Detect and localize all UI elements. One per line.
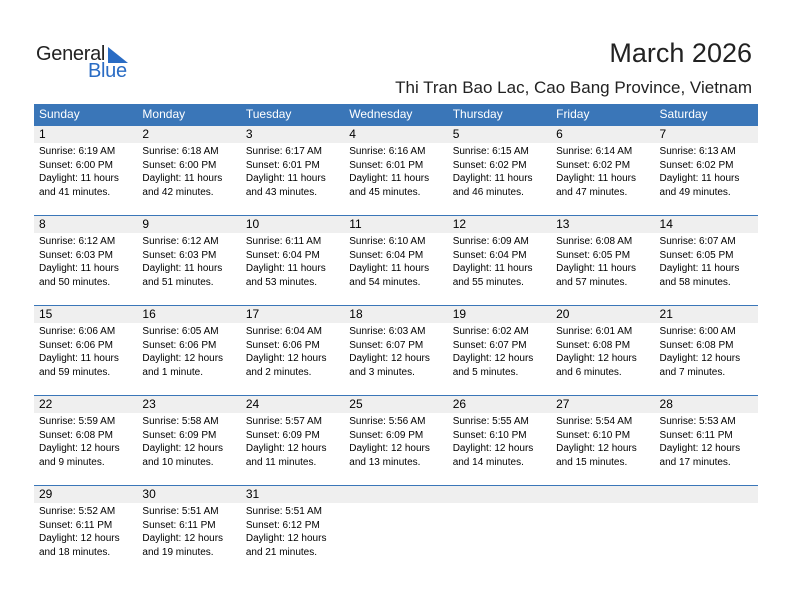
- day-details-row: [34, 413, 758, 469]
- weekday-label: Tuesday: [245, 107, 292, 121]
- daylight-text: and 43 minutes.: [245, 186, 318, 198]
- day-cell: [655, 233, 758, 289]
- day-cell: [344, 503, 447, 559]
- daylight-text: Daylight: 12 hours: [39, 533, 120, 545]
- sunset-text: Sunset: 6:08 PM: [556, 339, 631, 351]
- weekday-header: [34, 104, 758, 125]
- day-number: 14: [659, 217, 673, 231]
- day-number: 11: [349, 217, 362, 231]
- day-cell: [448, 323, 551, 379]
- day-number: [344, 486, 447, 503]
- day-cell: [448, 233, 551, 289]
- week-row: [34, 125, 758, 215]
- day-cell: [655, 323, 758, 379]
- daylight-text: and 46 minutes.: [452, 186, 524, 198]
- sunrise-text: Sunrise: 6:00 AM: [659, 326, 736, 337]
- sunrise-text: Sunrise: 5:54 AM: [556, 416, 633, 427]
- logo-blue-text: Blue: [88, 60, 127, 82]
- day-number: [551, 486, 654, 503]
- day-number: 25: [349, 397, 363, 411]
- sunrise-text: Sunrise: 5:51 AM: [142, 506, 219, 517]
- day-number: 30: [142, 487, 156, 501]
- week-row: [34, 395, 758, 485]
- day-cell: [551, 413, 654, 469]
- day-cell: [137, 503, 240, 559]
- daylight-text: Daylight: 11 hours: [349, 173, 430, 185]
- day-cell: [241, 503, 344, 559]
- day-cell: [34, 143, 137, 199]
- day-number-row: [34, 396, 758, 413]
- sunrise-text: Sunrise: 5:52 AM: [39, 506, 116, 517]
- daylight-text: and 10 minutes.: [142, 456, 214, 468]
- sunrise-text: Sunrise: 6:12 AM: [142, 236, 219, 247]
- daylight-text: Daylight: 11 hours: [659, 173, 740, 185]
- sunrise-text: Sunrise: 6:07 AM: [659, 236, 736, 247]
- sunrise-text: Sunrise: 6:10 AM: [349, 236, 426, 247]
- daylight-text: Daylight: 12 hours: [556, 353, 637, 365]
- week-row: [34, 305, 758, 395]
- day-cell: [655, 143, 758, 199]
- daylight-text: and 41 minutes.: [39, 186, 111, 198]
- day-number: 27: [556, 397, 570, 411]
- sunrise-text: Sunrise: 6:06 AM: [39, 326, 116, 337]
- sunrise-text: Sunrise: 5:56 AM: [349, 416, 426, 427]
- day-number: 6: [556, 127, 563, 141]
- logo: [36, 41, 136, 81]
- daylight-text: Daylight: 12 hours: [245, 533, 327, 545]
- sunset-text: Sunset: 6:04 PM: [452, 249, 527, 261]
- daylight-text: and 19 minutes.: [142, 546, 214, 558]
- day-number: [655, 486, 758, 503]
- day-cell: [34, 503, 137, 559]
- daylight-text: and 45 minutes.: [349, 186, 421, 198]
- sunset-text: Sunset: 6:07 PM: [349, 339, 424, 351]
- sunset-text: Sunset: 6:02 PM: [659, 159, 734, 171]
- daylight-text: Daylight: 12 hours: [659, 353, 741, 365]
- daylight-text: and 59 minutes.: [39, 366, 111, 378]
- day-number: 16: [142, 307, 156, 321]
- day-number: 4: [349, 127, 356, 141]
- day-cell: [344, 413, 447, 469]
- daylight-text: Daylight: 12 hours: [245, 353, 327, 365]
- sunrise-text: Sunrise: 6:02 AM: [452, 326, 529, 337]
- sunset-text: Sunset: 6:10 PM: [556, 429, 631, 441]
- day-number: 31: [245, 487, 260, 501]
- daylight-text: Daylight: 12 hours: [349, 443, 430, 455]
- day-number-row: [34, 486, 758, 503]
- sunset-text: Sunset: 6:04 PM: [349, 249, 424, 261]
- daylight-text: and 55 minutes.: [452, 276, 524, 288]
- day-number: 1: [39, 127, 46, 141]
- daylight-text: Daylight: 12 hours: [142, 443, 224, 455]
- sunset-text: Sunset: 6:01 PM: [245, 159, 320, 171]
- day-number: 17: [245, 307, 260, 321]
- day-cell: [551, 143, 654, 199]
- daylight-text: and 9 minutes.: [39, 456, 105, 468]
- day-cell: [241, 143, 344, 199]
- daylight-text: and 17 minutes.: [659, 456, 731, 468]
- day-cell: [655, 503, 758, 559]
- day-cell: [551, 323, 654, 379]
- sunset-text: Sunset: 6:09 PM: [142, 429, 217, 441]
- sunset-text: Sunset: 6:11 PM: [39, 519, 113, 531]
- daylight-text: Daylight: 11 hours: [142, 263, 223, 275]
- sunset-text: Sunset: 6:06 PM: [39, 339, 113, 351]
- day-cell: [241, 233, 344, 289]
- daylight-text: Daylight: 11 hours: [245, 173, 326, 185]
- sunrise-text: Sunrise: 6:16 AM: [349, 146, 426, 157]
- sunset-text: Sunset: 6:12 PM: [245, 519, 320, 531]
- sunset-text: Sunset: 6:10 PM: [452, 429, 527, 441]
- day-details-row: [34, 323, 758, 379]
- day-cell: [34, 413, 137, 469]
- daylight-text: and 54 minutes.: [349, 276, 421, 288]
- day-cell: [551, 503, 654, 559]
- daylight-text: and 42 minutes.: [142, 186, 214, 198]
- sunset-text: Sunset: 6:09 PM: [245, 429, 320, 441]
- daylight-text: Daylight: 11 hours: [452, 263, 533, 275]
- day-number: 7: [659, 127, 667, 141]
- daylight-text: Daylight: 11 hours: [39, 173, 119, 185]
- sunset-text: Sunset: 6:11 PM: [659, 429, 733, 441]
- daylight-text: Daylight: 12 hours: [245, 443, 327, 455]
- sunset-text: Sunset: 6:05 PM: [659, 249, 734, 261]
- daylight-text: and 3 minutes.: [349, 366, 415, 378]
- weekday-label: Wednesday: [349, 107, 413, 121]
- sunset-text: Sunset: 6:03 PM: [142, 249, 217, 261]
- day-cell: [241, 413, 344, 469]
- daylight-text: Daylight: 11 hours: [659, 263, 740, 275]
- daylight-text: Daylight: 11 hours: [349, 263, 430, 275]
- day-number: [448, 486, 551, 503]
- daylight-text: Daylight: 11 hours: [556, 263, 636, 275]
- day-cell: [137, 323, 240, 379]
- day-number: 28: [659, 397, 673, 411]
- sunrise-text: Sunrise: 6:18 AM: [142, 146, 219, 157]
- daylight-text: Daylight: 12 hours: [452, 353, 534, 365]
- daylight-text: Daylight: 11 hours: [39, 353, 119, 365]
- day-number: 22: [39, 397, 53, 411]
- sunrise-text: Sunrise: 6:04 AM: [245, 326, 322, 337]
- sunset-text: Sunset: 6:11 PM: [142, 519, 216, 531]
- day-cell: [137, 233, 240, 289]
- daylight-text: and 14 minutes.: [452, 456, 524, 468]
- day-number: 15: [39, 307, 53, 321]
- daylight-text: Daylight: 11 hours: [556, 173, 636, 185]
- day-cell: [344, 233, 447, 289]
- sunrise-text: Sunrise: 6:15 AM: [452, 146, 529, 157]
- day-cell: [34, 323, 137, 379]
- weekday-label: Saturday: [659, 107, 708, 121]
- day-number: 2: [142, 127, 150, 141]
- daylight-text: and 13 minutes.: [349, 456, 421, 468]
- day-number: 9: [142, 217, 150, 231]
- day-cell: [137, 143, 240, 199]
- sunset-text: Sunset: 6:08 PM: [39, 429, 113, 441]
- daylight-text: Daylight: 12 hours: [39, 443, 120, 455]
- day-details-row: [34, 233, 758, 289]
- sunrise-text: Sunrise: 5:53 AM: [659, 416, 736, 427]
- sunset-text: Sunset: 6:09 PM: [349, 429, 424, 441]
- sunrise-text: Sunrise: 6:13 AM: [659, 146, 736, 157]
- sunrise-text: Sunrise: 5:57 AM: [245, 416, 322, 427]
- day-cell: [344, 143, 447, 199]
- daylight-text: Daylight: 12 hours: [452, 443, 534, 455]
- day-number: 21: [659, 307, 673, 321]
- sunset-text: Sunset: 6:02 PM: [556, 159, 631, 171]
- daylight-text: and 18 minutes.: [39, 546, 111, 558]
- daylight-text: and 15 minutes.: [556, 456, 628, 468]
- daylight-text: and 58 minutes.: [659, 276, 731, 288]
- sunset-text: Sunset: 6:00 PM: [142, 159, 217, 171]
- daylight-text: and 53 minutes.: [245, 276, 318, 288]
- weekday-label: Monday: [142, 107, 186, 121]
- daylight-text: and 21 minutes.: [245, 546, 318, 558]
- daylight-text: Daylight: 12 hours: [659, 443, 741, 455]
- sunset-text: Sunset: 6:06 PM: [142, 339, 217, 351]
- sunrise-text: Sunrise: 6:05 AM: [142, 326, 219, 337]
- sunset-text: Sunset: 6:00 PM: [39, 159, 113, 171]
- day-cell: [551, 233, 654, 289]
- daylight-text: and 50 minutes.: [39, 276, 111, 288]
- daylight-text: and 2 minutes.: [245, 366, 312, 378]
- day-number-row: [34, 126, 758, 143]
- day-cell: [241, 323, 344, 379]
- sunrise-text: Sunrise: 6:01 AM: [556, 326, 633, 337]
- daylight-text: Daylight: 11 hours: [452, 173, 533, 185]
- week-row: [34, 485, 758, 575]
- calendar-grid: [34, 104, 758, 575]
- day-details-row: [34, 503, 758, 559]
- daylight-text: and 49 minutes.: [659, 186, 731, 198]
- daylight-text: Daylight: 12 hours: [142, 533, 224, 545]
- day-cell: [344, 323, 447, 379]
- day-number: 18: [349, 307, 363, 321]
- weekday-label: Sunday: [39, 107, 80, 121]
- sunset-text: Sunset: 6:02 PM: [452, 159, 527, 171]
- daylight-text: and 11 minutes.: [245, 456, 317, 468]
- sunrise-text: Sunrise: 5:55 AM: [452, 416, 529, 427]
- day-details-row: [34, 143, 758, 199]
- sunset-text: Sunset: 6:05 PM: [556, 249, 631, 261]
- sunrise-text: Sunrise: 6:08 AM: [556, 236, 633, 247]
- sunset-text: Sunset: 6:08 PM: [659, 339, 734, 351]
- day-cell: [448, 413, 551, 469]
- daylight-text: Daylight: 12 hours: [349, 353, 430, 365]
- day-cell: [448, 143, 551, 199]
- weekday-label: Friday: [556, 107, 590, 121]
- day-number: 12: [452, 217, 467, 231]
- daylight-text: Daylight: 12 hours: [142, 353, 224, 365]
- sunrise-text: Sunrise: 5:51 AM: [245, 506, 322, 517]
- daylight-text: and 57 minutes.: [556, 276, 628, 288]
- day-number: 8: [39, 217, 46, 231]
- sunrise-text: Sunrise: 6:11 AM: [245, 236, 322, 247]
- day-cell: [34, 233, 137, 289]
- page-title: March 2026: [609, 38, 752, 68]
- week-row: [34, 215, 758, 305]
- daylight-text: and 5 minutes.: [452, 366, 519, 378]
- daylight-text: Daylight: 11 hours: [142, 173, 223, 185]
- daylight-text: and 1 minute.: [142, 366, 204, 378]
- day-number: 5: [452, 127, 460, 141]
- sunrise-text: Sunrise: 5:59 AM: [39, 416, 116, 427]
- day-number: 29: [39, 487, 53, 501]
- day-number-row: [34, 306, 758, 323]
- sunset-text: Sunset: 6:01 PM: [349, 159, 424, 171]
- sunrise-text: Sunrise: 6:17 AM: [245, 146, 322, 157]
- sunrise-text: Sunrise: 6:14 AM: [556, 146, 633, 157]
- daylight-text: and 47 minutes.: [556, 186, 628, 198]
- sunrise-text: Sunrise: 6:03 AM: [349, 326, 426, 337]
- sunset-text: Sunset: 6:06 PM: [245, 339, 320, 351]
- day-number: 3: [245, 127, 253, 141]
- day-number: 10: [245, 217, 260, 231]
- day-cell: [448, 503, 551, 559]
- day-number-row: [34, 216, 758, 233]
- day-cell: [137, 413, 240, 469]
- day-cell: [655, 413, 758, 469]
- sunset-text: Sunset: 6:03 PM: [39, 249, 113, 261]
- daylight-text: and 7 minutes.: [659, 366, 726, 378]
- daylight-text: Daylight: 11 hours: [39, 263, 119, 275]
- sunrise-text: Sunrise: 5:58 AM: [142, 416, 219, 427]
- weeks-container: [34, 125, 758, 575]
- logo-general-text: General: [36, 43, 106, 65]
- day-number: 20: [556, 307, 570, 321]
- daylight-text: Daylight: 11 hours: [245, 263, 326, 275]
- location-subtitle: Thi Tran Bao Lac, Cao Bang Province, Vietnam: [395, 78, 752, 97]
- sunrise-text: Sunrise: 6:19 AM: [39, 146, 116, 157]
- sunset-text: Sunset: 6:07 PM: [452, 339, 527, 351]
- sunrise-text: Sunrise: 6:09 AM: [452, 236, 529, 247]
- weekday-label: Thursday: [452, 107, 503, 121]
- sunset-text: Sunset: 6:04 PM: [245, 249, 320, 261]
- sunrise-text: Sunrise: 6:12 AM: [39, 236, 116, 247]
- day-number: 23: [142, 397, 156, 411]
- day-number: 26: [452, 397, 467, 411]
- daylight-text: Daylight: 12 hours: [556, 443, 637, 455]
- daylight-text: and 6 minutes.: [556, 366, 622, 378]
- day-number: 13: [556, 217, 570, 231]
- day-number: 19: [452, 307, 467, 321]
- day-number: 24: [245, 397, 260, 411]
- daylight-text: and 51 minutes.: [142, 276, 214, 288]
